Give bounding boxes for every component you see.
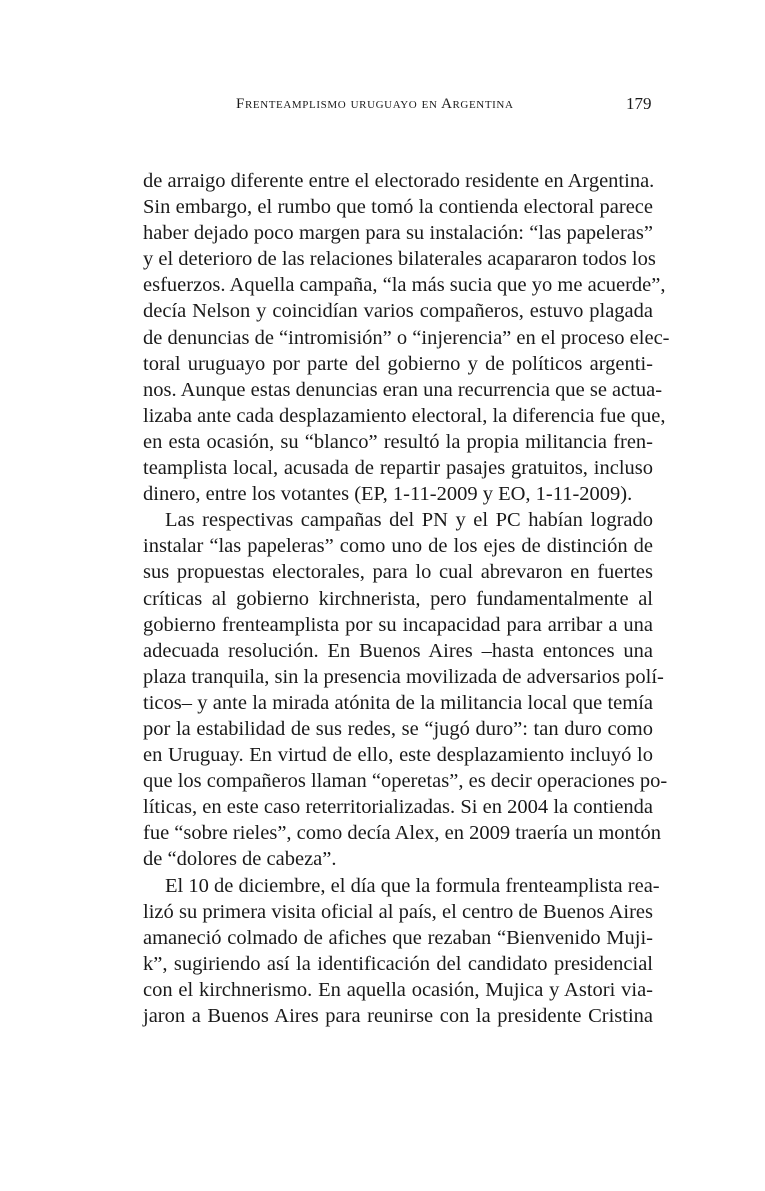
text-line: amaneció colmado de afiches que rezaban “Bienvenido Muji- xyxy=(143,926,653,949)
body-text xyxy=(143,168,670,1029)
text-line: decía Nelson y coincidían varios compañeros, estuvo plagada xyxy=(143,300,653,323)
text-line: toral uruguayo por parte del gobierno y de políticos argenti- xyxy=(143,352,653,375)
text-line: plaza tranquila, sin la presencia movilizada de adversarios polí- xyxy=(143,665,664,688)
text-line: adecuada resolución. En Buenos Aires –hasta entonces una xyxy=(143,639,653,662)
text-line: en esta ocasión, su “blanco” resultó la propia militancia fren- xyxy=(143,430,653,453)
text-line: críticas al gobierno kirchnerista, pero fundamentalmente al xyxy=(143,587,653,610)
text-line: y el deterioro de las relaciones bilaterales acapararon todos los xyxy=(143,248,656,271)
text-line: gobierno frenteamplista por su incapacidad para arribar a una xyxy=(143,613,653,636)
text-line: de denuncias de “intromisión” o “injerencia” en el proceso elec- xyxy=(143,326,670,349)
text-line: lizó su primera visita oficial al país, el centro de Buenos Aires xyxy=(143,900,653,923)
text-line: Sin embargo, el rumbo que tomó la contienda electoral parece xyxy=(143,196,653,219)
text-line: de arraigo diferente entre el electorado residente en Argentina. xyxy=(143,170,655,192)
text-line: sus propuestas electorales, para lo cual abrevaron en fuertes xyxy=(143,561,653,584)
text-line: El 10 de diciembre, el día que la formula frenteamplista rea- xyxy=(165,874,660,897)
text-line: fue “sobre rieles”, como decía Alex, en 2009 traería un montón xyxy=(143,822,662,845)
text-line: lizaba ante cada desplazamiento electoral, la diferencia fue que, xyxy=(143,404,666,427)
text-line: dinero, entre los votantes (EP, 1-11-2009 y EO, 1-11-2009). xyxy=(143,483,633,506)
text-line: teamplista local, acusada de repartir pasajes gratuitos, incluso xyxy=(143,457,653,480)
text-line: haber dejado poco margen para su instalación: “las papeleras” xyxy=(143,222,653,245)
running-head: Frenteamplismo uruguayo en Argentina xyxy=(236,96,514,112)
text-line: por la estabilidad de sus redes, se “jugó duro”: tan duro como xyxy=(143,717,653,740)
page-number: 179 xyxy=(626,94,652,113)
text-line: Las respectivas campañas del PN y el PC habían logrado xyxy=(165,509,653,532)
text-line: nos. Aunque estas denuncias eran una recurrencia que se actua- xyxy=(143,378,663,401)
text-line: ticos– y ante la mirada atónita de la militancia local que temía xyxy=(143,691,653,714)
text-line: con el kirchnerismo. En aquella ocasión, Mujica y Astori via- xyxy=(143,978,653,1001)
text-line: líticas, en este caso reterritorializadas. Si en 2004 la contienda xyxy=(143,796,653,819)
text-line: de “dolores de cabeza”. xyxy=(143,848,337,871)
text-line: jaron a Buenos Aires para reunirse con la presidente Cristina xyxy=(143,1005,653,1027)
text-line: instalar “las papeleras” como uno de los ejes de distinción de xyxy=(143,535,653,558)
text-line: k”, sugiriendo así la identificación del candidato presidencial xyxy=(143,952,653,975)
text-line: en Uruguay. En virtud de ello, este desplazamiento incluyó lo xyxy=(143,744,653,767)
text-line: esfuerzos. Aquella campaña, “la más sucia que yo me acuerde”, xyxy=(143,274,666,297)
text-line: que los compañeros llaman “operetas”, es decir operaciones po- xyxy=(143,770,668,793)
